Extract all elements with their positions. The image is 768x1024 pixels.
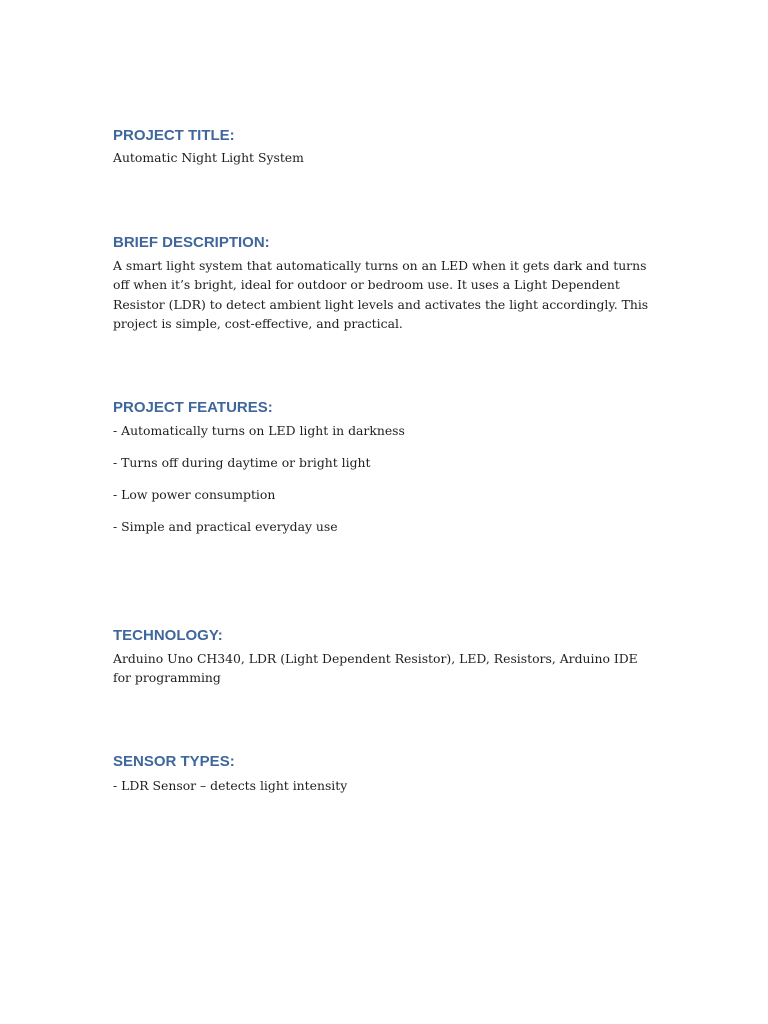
feature-item: - Turns off during daytime or bright light (113, 455, 371, 470)
project-title-text: Automatic Night Light System (113, 150, 304, 165)
sensor-item: - LDR Sensor – detects light intensity (113, 778, 348, 793)
brief-description-heading: BRIEF DESCRIPTION: (113, 234, 270, 251)
technology-text: Arduino Uno CH340, LDR (Light Dependent Resistor), LED, Resistors, Arduino IDE for programming (113, 651, 638, 686)
project-features-heading: PROJECT FEATURES: (113, 399, 273, 416)
brief-description-text: A smart light system that automatically turns on an LED when it gets dark and turns off when it’s bright, ideal for outdoor or bedroom use. It uses a Light Dependent Resistor (LDR) to detect ambient light levels and activates the light accordingly. This project is simple, cost-effective, and practical. (113, 258, 649, 331)
project-title-heading: PROJECT TITLE: (113, 127, 235, 144)
feature-item: - Automatically turns on LED light in darkness (113, 423, 405, 438)
feature-item: - Low power consumption (113, 487, 276, 502)
technology-heading: TECHNOLOGY: (113, 627, 223, 644)
sensor-types-heading: SENSOR TYPES: (113, 753, 235, 770)
feature-item: - Simple and practical everyday use (113, 519, 338, 534)
